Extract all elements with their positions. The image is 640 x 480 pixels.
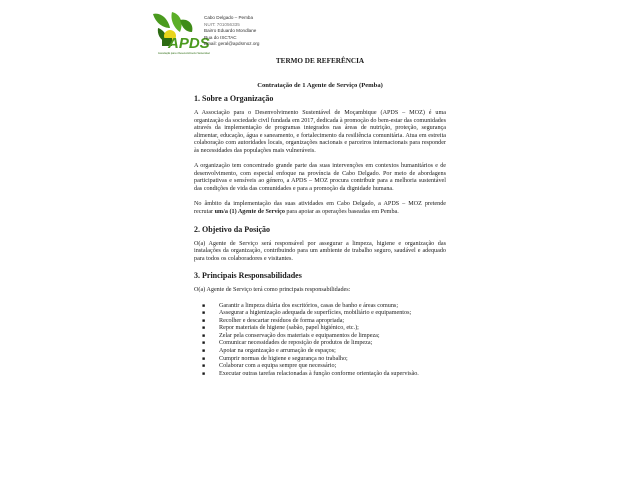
- paragraph: A Associação para o Desenvolvimento Sustentável de Moçambique (APDS – MOZ) é uma organização da sociedade civil fundada em 2017, dedicada à promoção do bem-estar das comunidades através da implementação de programas integrados nas áreas de nutrição, proteção, segurança alimentar, educação, água e saneamento, e fortalecimento da resiliência comunitária. Atua em estreita colaboração com autoridades locais, organizações nacionais e parceiros internacionais para responder às necessidades das populações mais vulneráveis.: [194, 110, 446, 154]
- bullet-icon: ■: [202, 326, 206, 332]
- contact-info: [204, 15, 259, 48]
- document-subtitle: Contratação de 1 Agente de Serviço (Pemba): [257, 82, 383, 89]
- paragraph: O(a) Agente de Serviço será responsável por assegurar a limpeza, higiene e organização das instalações da organização, contribuindo para um ambiente de trabalho seguro, saudável e adequado para todos os colaboradores e visitantes.: [194, 240, 446, 262]
- list-item-text: Recolher e descartar resíduos de forma apropriada;: [219, 317, 345, 324]
- text: para apoiar as operações baseadas em Pemba.: [284, 209, 399, 216]
- document-body: [194, 56, 446, 378]
- section-heading: 3. Principais Responsabilidades: [194, 271, 302, 281]
- section-about: [194, 94, 446, 217]
- list-item-text: Apoiar na organização e arrumação de espaços;: [219, 348, 336, 355]
- section-heading: 2. Objetivo da Posição: [194, 224, 270, 234]
- contact-email: Email: geral@apdsmoz.org: [204, 41, 260, 47]
- bullet-icon: ■: [202, 333, 206, 339]
- document-title: TERMO DE REFERÊNCIA: [275, 57, 365, 65]
- list-item: [202, 332, 446, 341]
- list-item-text: Colaborar com a equipa sempre que necessário;: [219, 363, 337, 370]
- list-item-text: Cumprir normas de higiene e segurança no trabalho;: [219, 355, 348, 362]
- responsibilities-list: [194, 303, 446, 378]
- bullet-icon: ■: [202, 356, 206, 362]
- contact-neighborhood: Bairro Eduardo Mondlane: [204, 28, 257, 34]
- list-item-text: Repor materiais de higiene (sabão, papel higiénico, etc.);: [219, 325, 359, 332]
- contact-street: Rua do ISCTAC: [204, 34, 237, 40]
- list-item: [202, 310, 446, 318]
- section-heading: 1. Sobre a Organização: [194, 94, 274, 103]
- list-item: [202, 355, 446, 364]
- contact-nuit: NUIT: 701056335: [204, 21, 240, 27]
- bullet-icon: ■: [202, 341, 206, 347]
- list-item-text: Executar outras tarefas relacionadas à função conforme orientação da supervisão.: [219, 370, 419, 377]
- bullet-icon: ■: [202, 311, 206, 317]
- bullet-icon: ■: [202, 349, 206, 355]
- list-item-text: Assegurar a higienização adequada de superfícies, mobiliário e equipamentos;: [219, 310, 412, 317]
- contact-location: Cabo Delgado – Pemba: [204, 15, 254, 20]
- bullet-icon: ■: [202, 364, 206, 370]
- paragraph: A organização tem concentrado grande parte das suas intervenções em contextos humanitários e de desenvolvimento, com especial enfoque na província de Cabo Delgado. Por meio de abordagens participativas e sensíveis ao género, a APDS – MOZ procura contribuir para a melhoria sustentável das condições de vida das comunidades e para a promoção da dignidade humana.: [194, 163, 446, 192]
- paragraph: O(a) Agente de Serviço terá como principais responsabilidades:: [194, 287, 351, 294]
- apds-logo: [150, 10, 210, 56]
- list-item: [202, 340, 446, 348]
- svg-text:APDS: APDS: [168, 35, 210, 52]
- list-item: [202, 370, 446, 379]
- position-bold: um/a (1) Agente de Serviço: [214, 209, 285, 216]
- list-item: [202, 348, 446, 356]
- text: No âmbito da implementação das suas atividades em Cabo Delgado, a APDS – MOZ pretende recrutar: [194, 201, 446, 216]
- leaves-icon: [150, 10, 210, 56]
- bullet-icon: ■: [202, 371, 206, 377]
- svg-text:Associação para o Desenvolvime: Associação para o Desenvolvimento Sustentável: [158, 52, 210, 55]
- paragraph-recruitment: [194, 201, 446, 216]
- bullet-icon: ■: [202, 318, 206, 324]
- section-objective: [194, 225, 446, 264]
- list-item-text: Comunicar necessidades de reposição de produtos de limpeza;: [219, 340, 373, 347]
- list-item-text: Garantir a limpeza diária dos escritórios, casas de banho e áreas comuns;: [219, 302, 399, 309]
- list-item: [202, 325, 446, 333]
- list-item-text: Zelar pela conservação dos materiais e equipamentos de limpeza;: [219, 332, 380, 339]
- bullet-icon: ■: [202, 303, 206, 309]
- section-responsibilities: [194, 271, 446, 378]
- list-item: [202, 363, 446, 371]
